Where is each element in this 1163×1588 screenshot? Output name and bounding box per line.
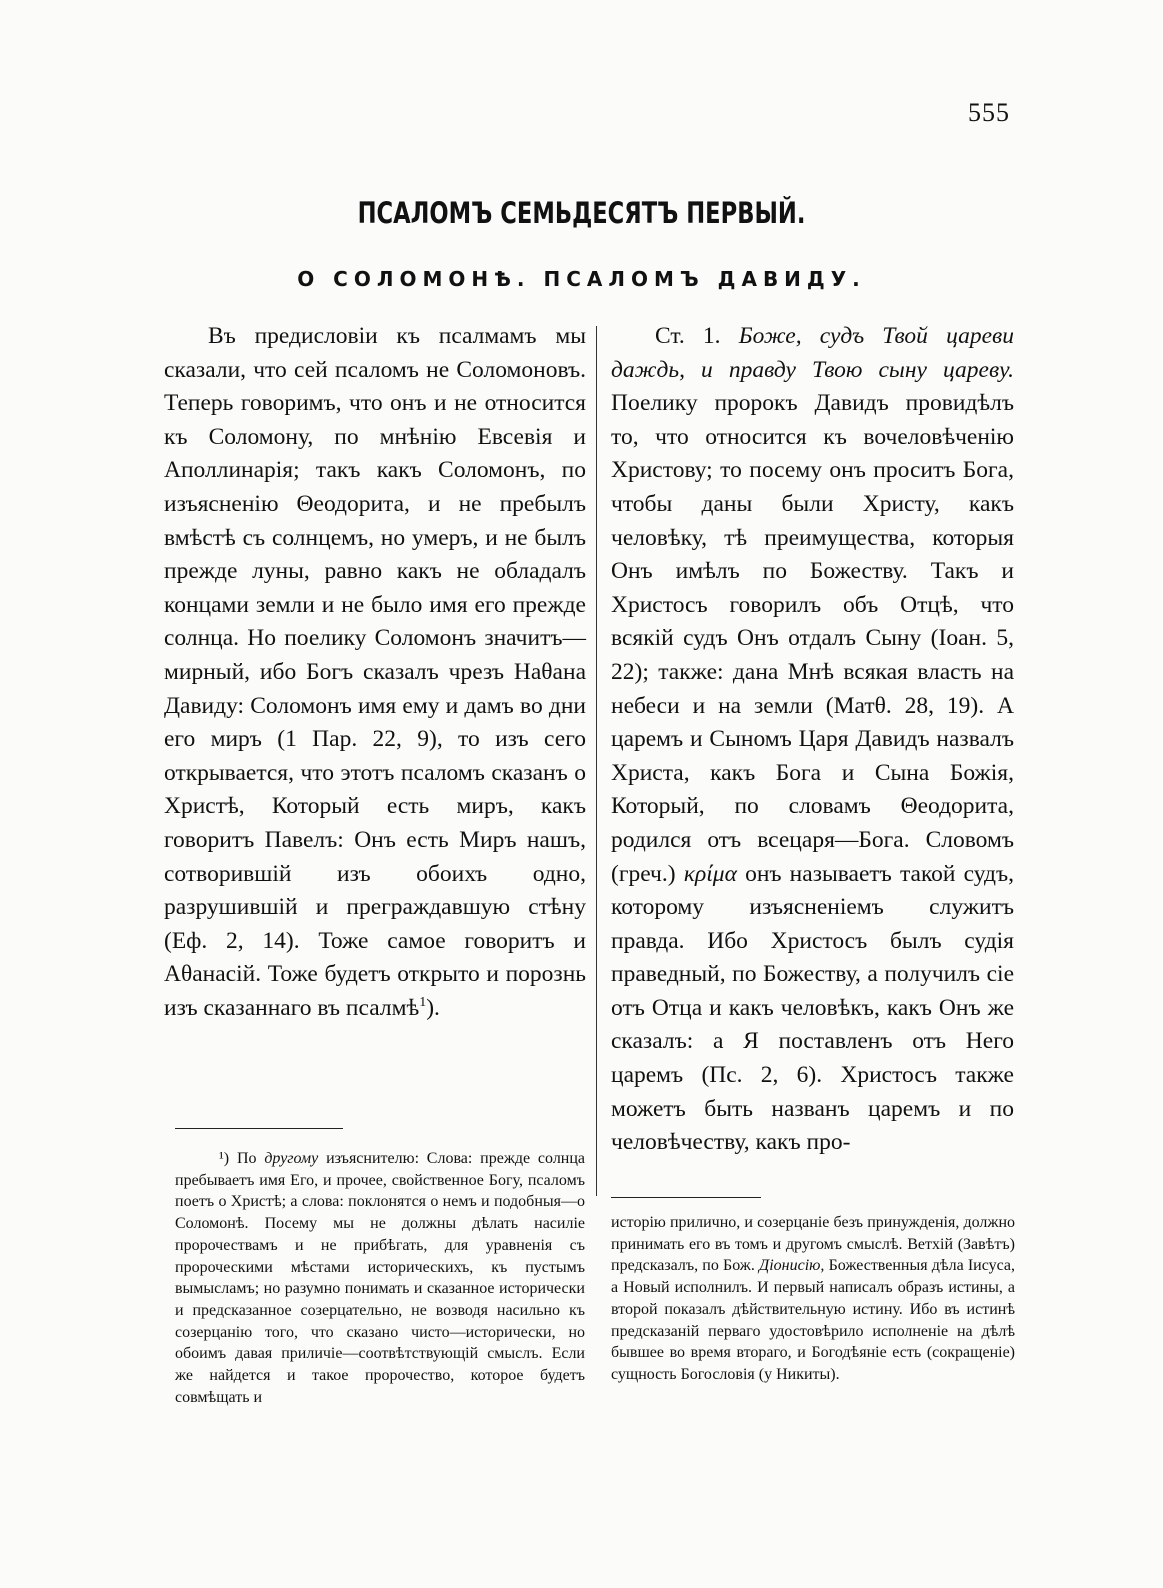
footnote-rule-left xyxy=(175,1128,343,1129)
left-column-paragraph xyxy=(164,320,586,1025)
footnote-left xyxy=(175,1148,585,1408)
footnote-left-paragraph xyxy=(175,1148,585,1408)
footnote-right xyxy=(611,1212,1015,1386)
footnote-right-paragraph xyxy=(611,1212,1015,1386)
footnote-right-emph: Діонисію, xyxy=(759,1257,825,1275)
left-column-text: Въ предисловіи къ псалмамъ мы сказали, что сей псаломъ не Соломоновъ. Теперь говоримъ, что онъ и не относится къ Соломону, по мнѣнію Евсевія и Аполлинарія; такъ какъ Соломонъ, по изъясненію Θеодорита, и не пребылъ вмѣстѣ съ солнцемъ, но умеръ, и не былъ прежде луны, равно какъ не обладалъ концами земли и не было имя его прежде солнца. Но поелику Соломонъ значитъ—мирный, ибо Богъ сказалъ чрезъ Наθана Давиду: Соломонъ имя ему и дамъ во дни его миръ (1 Пар. 22, 9), то изъ сего открывается, что этотъ псаломъ сказанъ о Христѣ, Который есть миръ, какъ говоритъ Павелъ: Онъ есть Миръ нашъ, сотворившій изъ обоихъ одно, разрушившій и преграждавшую стѣну (Еф. 2, 14). Тоже самое говоритъ и Аθанасій. Тоже будетъ открыто и порознь изъ сказаннаго въ псалмѣ xyxy=(164,323,586,1021)
footnote-left-text-b: изъяснителю: Слова: прежде солнца пребываетъ имя Его, и прочее, свойственное Богу, псаломъ поетъ о Христѣ; а слова: поклонятся о немъ и подобныя—о Соломонѣ. Посему мы не должны дѣлать насиліе пророчествамъ и не прибѣгать, для уравненія съ пророческими мѣстами историческихъ, къ пустымъ вымысламъ; но разумно понимать и сказанное исторически и предсказанное созерцательно, не возводя насильно къ созерцанію того, что сказано чисто—исторически, но обоимъ давая приличіе—соотвѣтствующій смыслъ. Если же найдется и такое пророчество, которое будетъ совмѣщать и xyxy=(175,1150,586,1406)
left-column-text-end: ). xyxy=(426,994,440,1021)
footnote-right-text-a: исторію прилично, и созерцаніе безъ принужденія, должно принимать его въ томъ и другомъ смыслѣ. Ветхій (Завѣтъ) предсказалъ, по Бож. xyxy=(611,1214,1015,1275)
right-column xyxy=(611,320,1014,1160)
right-column-text-cont: онъ называетъ такой судъ, которому изъясненіемъ служитъ правда. Ибо Христосъ былъ судія праведный, по Божеству, а получилъ сіе отъ Отца и какъ человѣкъ, какъ Онъ же сказалъ: а Я поставленъ отъ Него царемъ (Пс. 2, 6). Христосъ также можетъ быть названъ царемъ и по человѣчеству, какъ про- xyxy=(611,860,1014,1156)
footnote-left-text-a: По xyxy=(236,1150,257,1167)
footnote-right-text-b: Божественныя дѣла Іисуса, а Новый исполнилъ. И первый написалъ образъ истины, а второй показалъ дѣйствительную истину. Ибо въ истинѣ предсказаній перваго удостовѣрило исполненіе на дѣлѣ бывшее во время втораго, и Богодѣяніе есть (сокращеніе) сущность Богословія (у Никиты). xyxy=(611,1257,1016,1383)
footnote-left-emph: другому xyxy=(264,1150,319,1167)
greek-word: κρίμα xyxy=(683,860,737,887)
footnote-ref: 1 xyxy=(419,995,427,1011)
right-column-paragraph xyxy=(611,320,1014,1160)
footnote-rule-right xyxy=(611,1197,761,1198)
page-number: 555 xyxy=(968,98,1010,127)
verse-ref: Ст. 1. xyxy=(655,323,721,349)
page-subtitle: О СОЛОМОНѢ. ПСАЛОМЪ ДАВИДУ. xyxy=(297,267,866,291)
footnote-marker: ¹) xyxy=(219,1150,230,1167)
page-title: ПСАЛОМЪ СЕМЬДЕСЯТЪ ПЕРВЫЙ. xyxy=(357,196,806,230)
left-column xyxy=(164,320,586,1025)
right-column-text: Поелику пророкъ Давидъ провидѣлъ то, что относится къ вочеловѣченію Христову; то посему онъ проситъ Бога, чтобы даны были Христу, какъ человѣку, тѣ преимущества, которыя Онъ имѣлъ по Божеству. Такъ и Христосъ говорилъ объ Отцѣ, что всякій судъ Онъ отдалъ Сыну (Іоан. 5, 22); также: дана Мнѣ всякая власть на небеси и на земли (Матθ. 28, 19). А царемъ и Сыномъ Царя Давидъ назвалъ Христа, какъ Бога и Сына Божія, Который, по словамъ Θеодорита, родился отъ всецаря—Бога. Словомъ (греч.) xyxy=(611,390,1014,887)
column-divider xyxy=(596,326,597,1196)
verse-text: Боже, судъ Твой цареви даждь, и правду Твою сыну цареву. xyxy=(611,323,1014,383)
